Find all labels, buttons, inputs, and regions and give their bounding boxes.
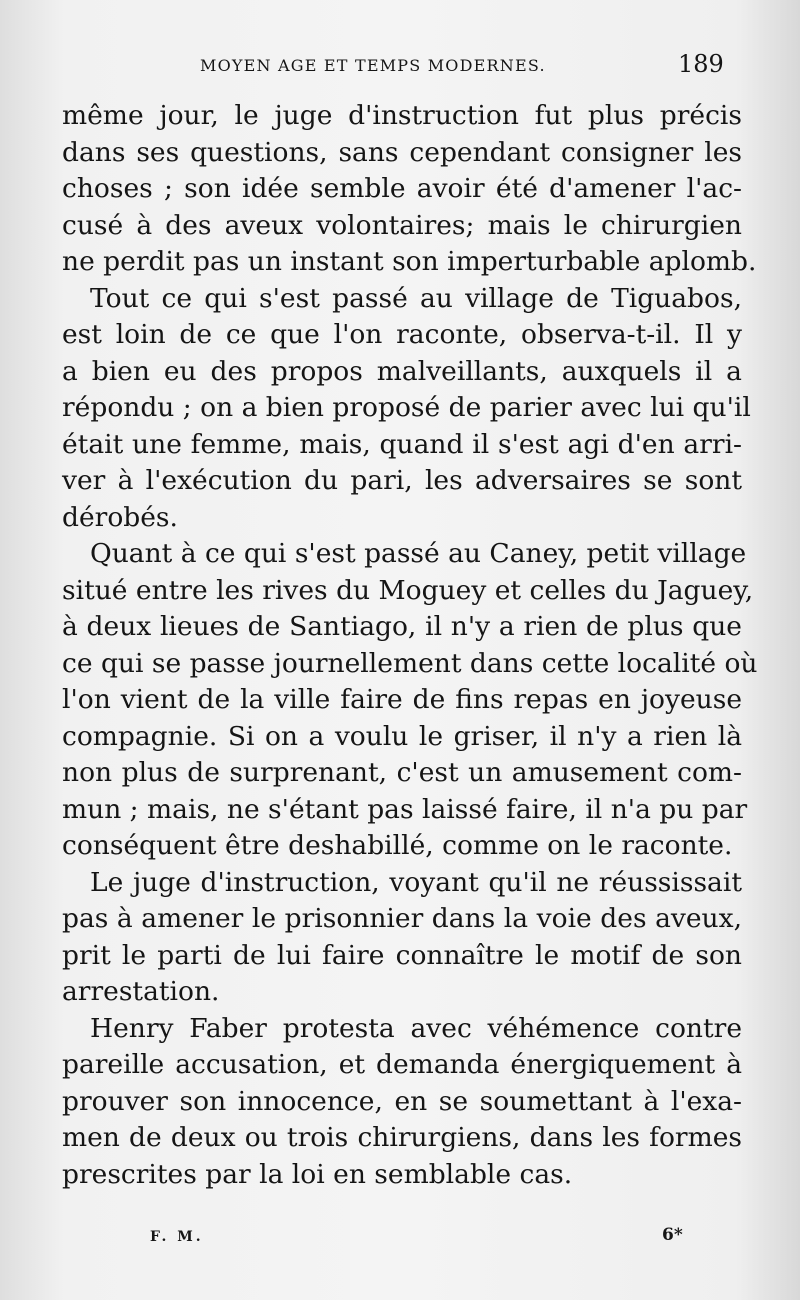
text-line: Tout ce qui s'est passé au village de Tiguabos, [90,282,742,314]
text-line: répondu ; on a bien proposé de parier avec lui qu'il [62,392,751,423]
signature-mark: F. M. [150,1229,204,1245]
running-title: MOYEN AGE ET TEMPS MODERNES. [200,56,546,75]
page-footer [0,1225,800,1251]
text-line: cusé à des aveux volontaires; mais le chirurgien [62,209,742,241]
text-line: ce qui se passe journellement dans cette localité où [62,647,758,679]
text-line: choses ; son idée semble avoir été d'amener l'ac- [62,173,742,204]
text-line: Quant à ce qui s'est passé au Caney, petit village [90,538,747,569]
text-line: était une femme, mais, quand il s'est agi d'en arri- [62,428,742,460]
text-line: dérobés. [62,501,178,533]
text-line: conséquent être deshabillé, comme on le raconte. [62,830,733,861]
text-line: Le juge d'instruction, voyant qu'il ne réussissait [90,866,742,898]
text-line: a bien eu des propos malveillants, auxquels il a [62,355,742,387]
text-line: mun ; mais, ne s'étant pas laissé faire, il n'a pu par [62,793,748,825]
running-head [0,50,800,80]
text-line: men de deux ou trois chirurgiens, dans les formes [62,1122,742,1153]
text-line: même jour, le juge d'instruction fut plus précis [62,100,742,131]
sheet-mark: 6* [662,1225,683,1245]
text-line: Henry Faber protesta avec véhémence contre [90,1012,742,1044]
text-line: non plus de surprenant, c'est un amusement com- [62,757,742,788]
text-line: l'on vient de la ville faire de fins repas en joyeuse [62,684,742,715]
text-line: compagnie. Si on a voulu le griser, il n'y a rien là [62,720,742,752]
text-line: pas à amener le prisonnier dans la voie des aveux, [62,903,742,934]
text-line: prouver son innocence, en se soumettant à l'exa- [62,1085,742,1117]
text-line: arrestation. [62,976,220,1007]
text-line: à deux lieues de Santiago, il n'y a rien de plus que [62,611,742,642]
text-line: pareille accusation, et demanda énergiquement à [62,1049,742,1080]
text-line: ver à l'exécution du pari, les adversaires se sont [62,465,742,496]
text-line: dans ses questions, sans cependant consigner les [62,136,742,168]
body-text [62,98,758,1193]
text-line: prescrites par la loi en semblable cas. [62,1158,573,1190]
text-line: situé entre les rives du Moguey et celles du Jaguey, [62,574,754,606]
page-number: 189 [678,50,724,78]
text-line: prit le parti de lui faire connaître le motif de son [62,939,742,971]
text-line: est loin de ce que l'on raconte, observa-t-il. Il y [62,319,742,350]
text-line: ne perdit pas un instant son imperturbable aplomb. [62,246,757,277]
